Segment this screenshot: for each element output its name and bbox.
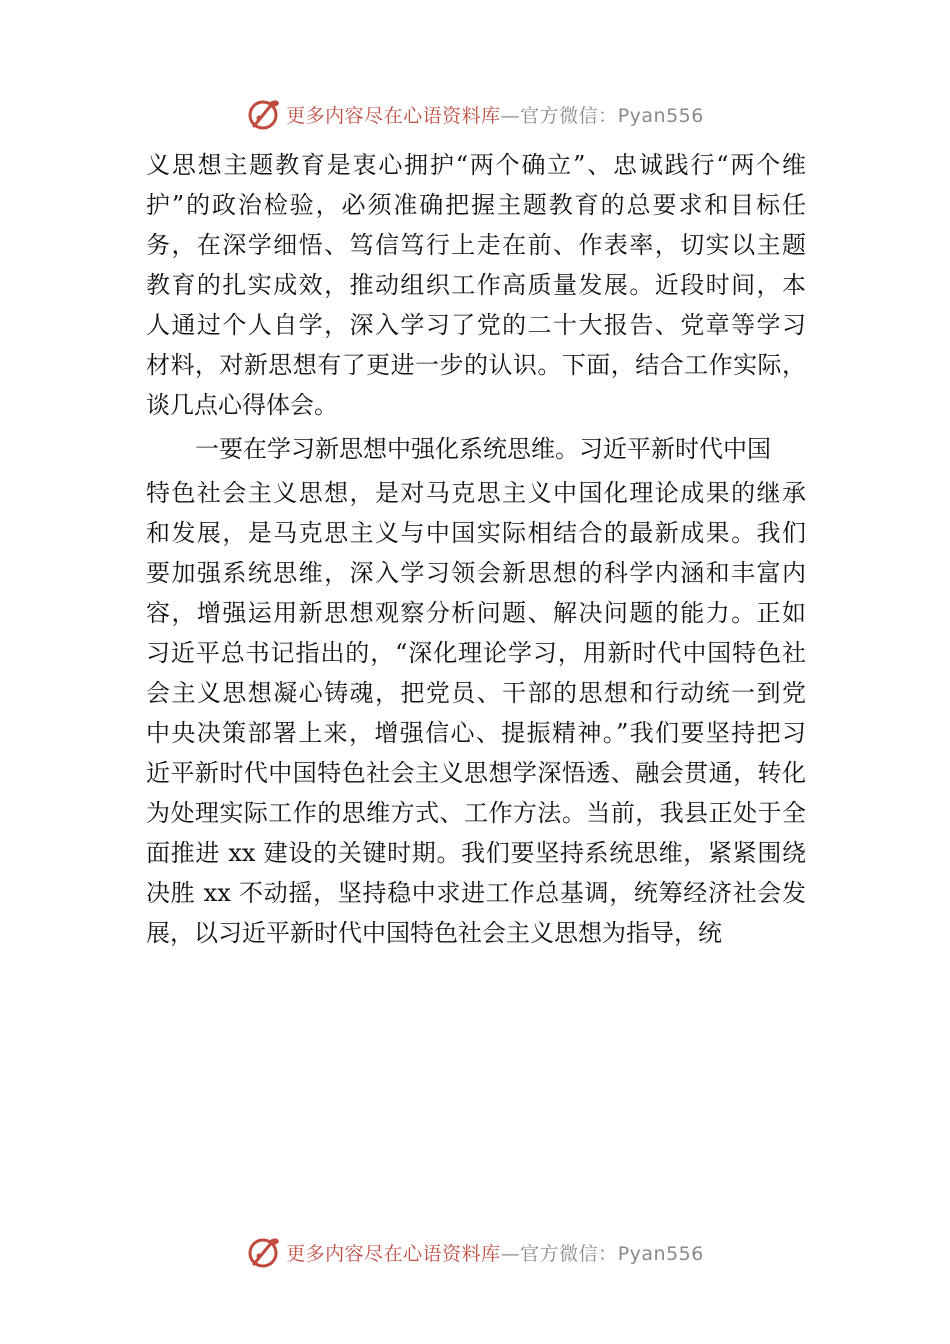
paragraph-section-one <box>146 473 806 953</box>
text-line: 人通过个人自学，深入学习了党的二十大报告、党章等学习 <box>146 311 806 339</box>
brush-logo-icon <box>246 96 282 132</box>
paragraph-intro <box>146 145 806 425</box>
footer-banner-title: 更多内容尽在心语资料库 <box>286 1242 501 1265</box>
header-banner-text <box>286 101 704 128</box>
text-line: 为处理实际工作的思维方式、工作方法。当前，我县正处于全 <box>146 799 806 827</box>
header-watermark-banner <box>0 94 950 134</box>
footer-wechat-label: 官方微信： <box>520 1242 618 1265</box>
text-line: 近平新时代中国特色社会主义思想学深悟透、融会贯通，转化 <box>146 759 806 787</box>
text-line: 习近平总书记指出的，“深化理论学习，用新时代中国特色社 <box>146 639 806 667</box>
header-banner-title: 更多内容尽在心语资料库 <box>286 104 501 127</box>
section-heading-line: 一要在学习新思想中强化系统思维。习近平新时代中国 <box>195 435 771 463</box>
text-line: 决胜 xx 不动摇，坚持稳中求进工作总基调，统筹经济社会发 <box>146 879 806 907</box>
text-line: 特色社会主义思想，是对马克思主义中国化理论成果的继承 <box>146 479 806 507</box>
text-line: 容，增强运用新思想观察分析问题、解决问题的能力。正如 <box>146 599 806 627</box>
header-wechat-label: 官方微信： <box>520 104 618 127</box>
text-line: 要加强系统思维，深入学习领会新思想的科学内涵和丰富内 <box>146 559 806 587</box>
footer-banner-text <box>286 1239 704 1266</box>
header-wechat-id: Pyan556 <box>617 104 704 127</box>
text-line: 教育的扎实成效，推动组织工作高质量发展。近段时间，本 <box>146 271 806 299</box>
header-banner-separator: — <box>500 104 521 127</box>
footer-wechat-id: Pyan556 <box>617 1242 704 1265</box>
text-line: 义思想主题教育是衷心拥护“两个确立”、忠诚践行“两个维 <box>146 151 806 179</box>
document-body <box>146 145 806 953</box>
text-line: 和发展，是马克思主义与中国实际相结合的最新成果。我们 <box>146 519 806 547</box>
footer-banner-separator: — <box>500 1242 521 1265</box>
brush-logo-icon <box>246 1234 282 1270</box>
text-line: 务，在深学细悟、笃信笃行上走在前、作表率，切实以主题 <box>146 231 806 259</box>
text-line: 护”的政治检验，必须准确把握主题教育的总要求和目标任 <box>146 191 806 219</box>
text-line: 会主义思想凝心铸魂，把党员、干部的思想和行动统一到党 <box>146 679 806 707</box>
text-line: 中央决策部署上来，增强信心、提振精神。”我们要坚持把习 <box>146 719 806 747</box>
text-line: 材料，对新思想有了更进一步的认识。下面，结合工作实际， <box>146 351 806 379</box>
text-line: 面推进 xx 建设的关键时期。我们要坚持系统思维，紧紧围绕 <box>146 839 806 867</box>
text-line: 展，以习近平新时代中国特色社会主义思想为指导，统 <box>146 919 722 947</box>
footer-watermark-banner <box>0 1232 950 1272</box>
text-line: 谈几点心得体会。 <box>146 391 338 419</box>
